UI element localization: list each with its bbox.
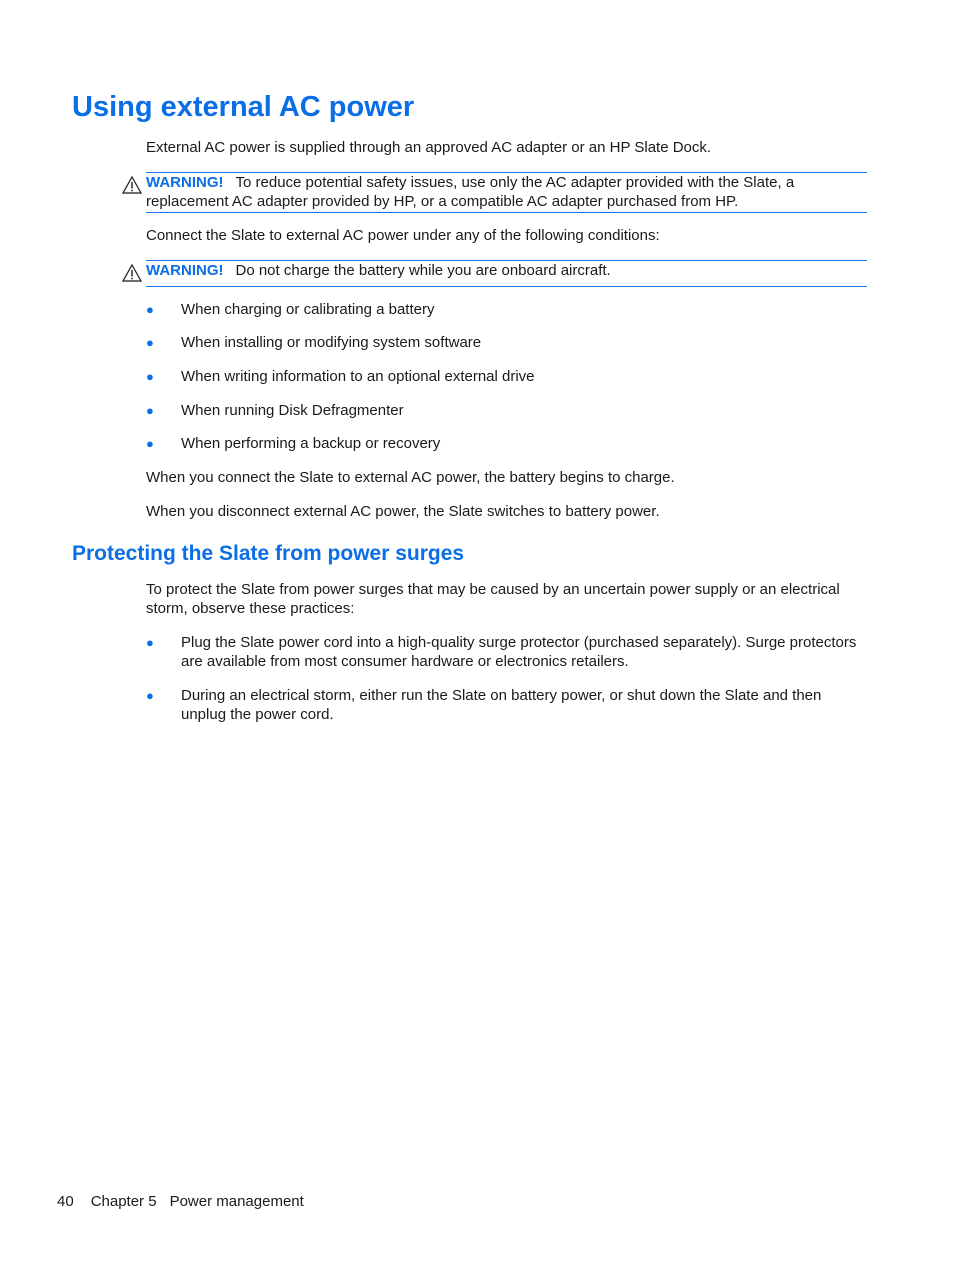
list-item-text: When charging or calibrating a battery: [181, 301, 435, 318]
page-footer: [57, 1192, 321, 1211]
list-item-text: When running Disk Defragmenter: [181, 402, 404, 419]
list-item-text: When writing information to an optional external drive: [181, 368, 535, 385]
warning-triangle-icon: [122, 264, 142, 282]
bullet-icon: ●: [146, 688, 154, 703]
bullet-icon: ●: [146, 436, 154, 451]
paragraph: When you disconnect external AC power, the Slate switches to battery power.: [146, 503, 660, 520]
list-item-text: When performing a backup or recovery: [181, 435, 441, 452]
bullet-icon: ●: [146, 369, 154, 384]
intro-paragraph: External AC power is supplied through an approved AC adapter or an HP Slate Dock.: [146, 139, 712, 156]
list-item-text: When installing or modifying system software: [181, 334, 482, 351]
surge-intro: To protect the Slate from power surges that may be caused by an uncertain power supply or an electrical storm, observe these practices:: [146, 581, 840, 617]
chapter-title: Power management: [169, 1193, 304, 1210]
bullet-icon: ●: [146, 302, 154, 317]
warning-content: [146, 261, 867, 280]
page-number: 40: [57, 1193, 74, 1210]
warning-label: WARNING!: [146, 174, 224, 191]
warning-label: WARNING!: [146, 262, 224, 279]
subsection-title: Protecting the Slate from power surges: [72, 542, 465, 565]
bullet-icon: ●: [146, 335, 154, 350]
warning-box: [146, 260, 867, 287]
list-item-text: During an electrical storm, either run the Slate on battery power, or shut down the Slate and then unplug the power cord.: [181, 687, 822, 723]
warning-text: Do not charge the battery while you are onboard aircraft.: [235, 262, 611, 279]
list-item-text: Plug the Slate power cord into a high-quality surge protector (purchased separately). Surge protectors are available from most consumer hardware or electronics retailers.: [181, 634, 857, 670]
paragraph: When you connect the Slate to external AC power, the battery begins to charge.: [146, 469, 675, 486]
warning-content: [146, 173, 867, 211]
warning-box: [146, 172, 867, 213]
chapter-label: Chapter 5: [90, 1193, 157, 1210]
bullet-icon: ●: [146, 403, 154, 418]
conditions-intro: Connect the Slate to external AC power under any of the following conditions:: [146, 227, 660, 244]
bullet-icon: ●: [146, 635, 154, 650]
section-title: Using external AC power: [72, 91, 415, 123]
warning-triangle-icon: [122, 176, 142, 194]
warning-text: To reduce potential safety issues, use only the AC adapter provided with the Slate, a replacement AC adapter provided by HP, or a compatible AC adapter purchased from HP.: [146, 174, 795, 210]
